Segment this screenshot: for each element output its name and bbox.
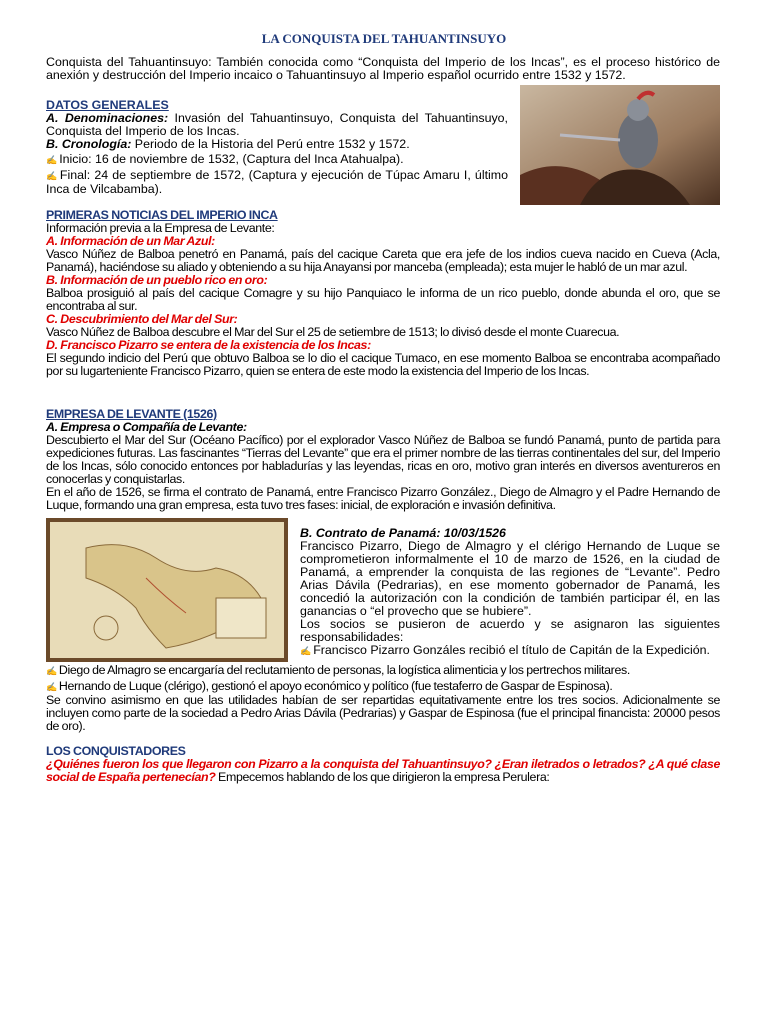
item-b-label: B. Información de un pueblo rico en oro: — [46, 273, 268, 287]
contrato-intro-text: En el año de 1526, se firma el contrato de Panamá, entre Francisco Pizarro González., Diego de Almagro y el Padre Hernando de Luque, formando una gran empresa, esta tuvo tres fases: inicial, de exploración e invasión definitiva. — [46, 485, 720, 512]
item-a-label: A. Información de un Mar Azul: — [46, 234, 215, 248]
denominaciones-text: Invasión del Tahuantinsuyo, Conquista del Tahuantinsuyo, Conquista del Imperio de los Incas. — [46, 111, 508, 138]
conquistadores-text: Empecemos hablando de los que dirigieron la empresa Perulera: — [215, 770, 550, 784]
primeras-noticias-section — [46, 209, 720, 378]
bullet-icon: ✍ — [46, 682, 57, 692]
item-b-text: Balboa prosiguió al país del cacique Comagre y su hijo Panquiaco le informa de un rico pueblo, donde abunda el oro, que se encontraba al sur. — [46, 286, 720, 313]
datos-generales-section — [46, 99, 508, 196]
bullet-icon: ✍ — [46, 171, 58, 181]
almagro-item: Diego de Almagro se encargaría del reclutamiento de personas, la logística alimenticia y los pertrechos militares. — [58, 663, 630, 677]
contrato-label: B. Contrato de Panamá: 10/03/1526 — [300, 526, 506, 540]
primeras-noticias-heading: PRIMERAS NOTICIAS DEL IMPERIO INCA — [46, 208, 278, 222]
responsabilidades-section — [46, 664, 720, 733]
conquistadores-section — [46, 745, 720, 784]
datos-generales-heading: DATOS GENERALES — [46, 98, 169, 112]
closing-text: Se convino asimismo en que las utilidades habían de ser repartidas equitativamente entre los tres socios. Adicionalmente se incluyen como parte de la sociedad a Pedro Arias Dávila (Pedrarias) y Gaspar de Espinosa (fue el principal financista: 20000 pesos de oro). — [46, 693, 720, 733]
luque-item: Hernando de Luque (clérigo), gestionó el apoyo económico y político (fue testaferro de Gaspar de Espinosa). — [58, 679, 613, 693]
primeras-lead: Información previa a la Empresa de Levante: — [46, 221, 275, 235]
item-c-text: Vasco Núñez de Balboa descubre el Mar del Sur el 25 de setiembre de 1513; lo divisó desde el monte Cuarecua. — [46, 325, 620, 339]
compania-text: Descubierto el Mar del Sur (Océano Pacífico) por el explorador Vasco Núñez de Balboa se fundó Panamá, punto de partida para expediciones futuras. Las fascinantes “Tierras del Levante” que era el primer nombre de las tierras continentales del sur, del Imperio de los Incas, sólo conocido entonces por habladurías y las leyendas, ricas en oro, motivo gran interés en diversos aventureros en conocerlas y conquistarlas. — [46, 433, 720, 486]
bullet-icon: ✍ — [46, 666, 57, 676]
item-d-label: D. Francisco Pizarro se entera de la existencia de los Incas: — [46, 338, 371, 352]
page-title: LA CONQUISTA DEL TAHUANTINSUYO — [261, 31, 507, 46]
bullet-icon: ✍ — [46, 155, 58, 165]
conquistador-painting — [520, 85, 720, 205]
inicio-item: Inicio: 16 de noviembre de 1532, (Captura del Inca Atahualpa). — [59, 152, 404, 166]
item-c-label: C. Descubrimiento del Mar del Sur: — [46, 312, 238, 326]
compania-label: A. Empresa o Compañía de Levante: — [46, 420, 247, 434]
empresa-levante-section — [46, 408, 720, 512]
contrato-text: Francisco Pizarro, Diego de Almagro y el clérigo Hernando de Luque se comprometieron informalmente el 10 de marzo de 1526, en la ciudad de Panamá, a emprender la conquista de las regiones de “Levante”. Pedro Arias Dávila (Pedrarias), en ese momento gobernador de Panamá, les concedió la autorización con la condición de también participar él, en las ganancias o “el provecho que se hubiere”. — [300, 539, 720, 618]
empresa-levante-heading: EMPRESA DE LEVANTE (1526) — [46, 407, 217, 421]
conquistadores-question: ¿Quiénes fueron los que llegaron con Pizarro a la conquista del Tahuantinsuyo? ¿Eran iletrados o letrados? ¿A qué clase social de España pertenecían? — [46, 757, 720, 784]
contrato-panama-section — [300, 527, 720, 658]
item-a-text: Vasco Núñez de Balboa penetró en Panamá, país del cacique Careta que era jefe de los indios cueva nacido en Cueva (Acla, Panamá), haciéndose su aliado y obteniendo a su hija Anayansi por manceba (empleada); esta mujer le habló de un mar azul. — [46, 247, 720, 274]
historical-map — [46, 518, 288, 662]
cronologia-text: Periodo de la Historia del Perú entre 1532 y 1572. — [131, 137, 410, 151]
final-item: Final: 24 de septiembre de 1572, (Captura y ejecución de Túpac Amaru I, último Inca de Vilcabamba). — [46, 168, 508, 196]
bullet-icon: ✍ — [300, 646, 312, 656]
denominaciones-label: A. Denominaciones: — [46, 111, 169, 125]
socios-text: Los socios se pusieron de acuerdo y se asignaron las siguientes responsabilidades: — [300, 617, 720, 644]
item-d-text: El segundo indicio del Perú que obtuvo Balboa se lo dio el cacique Tumaco, en ese momento Balboa se encontraba acompañado por su lugarteniente Francisco Pizarro, quien se entera de este modo la existencia del Imperio de los Incas. — [46, 351, 720, 378]
conquistadores-heading: LOS CONQUISTADORES — [46, 744, 186, 758]
pizarro-item: Francisco Pizarro Gonzáles recibió el título de Capitán de la Expedición. — [313, 643, 710, 657]
intro-paragraph: Conquista del Tahuantinsuyo: También conocida como “Conquista del Imperio de los Incas”, es el proceso histórico de anexión y destrucción del Imperio incaico o Tahuantinsuyo al Imperio español ocurrido entre 1532 y 1572. — [46, 55, 720, 82]
cronologia-label: B. Cronología: — [46, 137, 132, 151]
